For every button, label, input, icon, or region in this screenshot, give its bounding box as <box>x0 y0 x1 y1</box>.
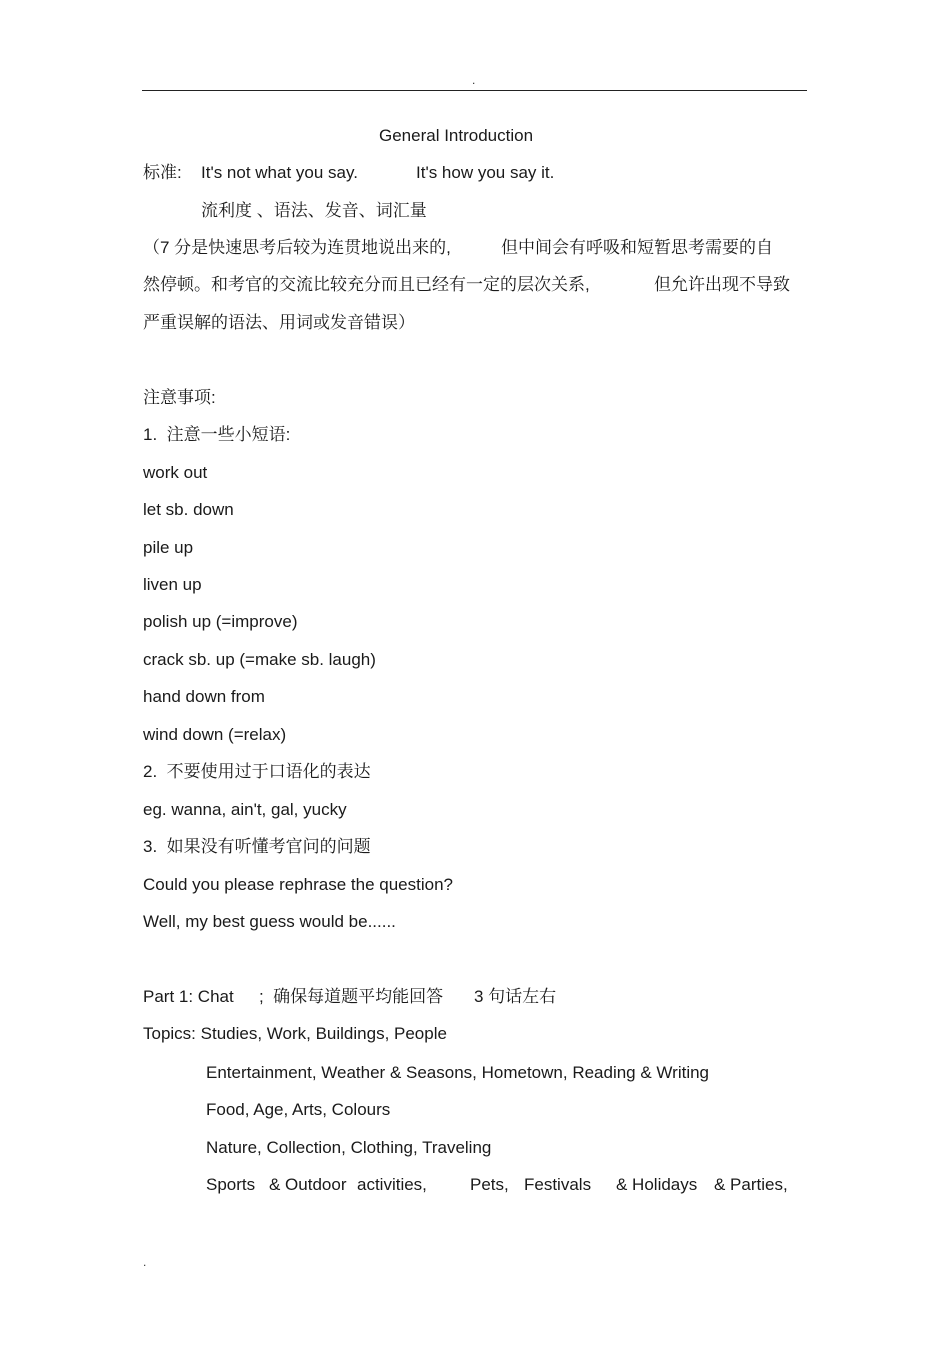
notes-item-3-line: Well, my best guess would be...... <box>143 912 396 931</box>
topics-label: Topics: Studies, Work, Buildings, People <box>143 1024 447 1043</box>
part1-heading-note: ; 确保每道题平均能回答 <box>259 987 444 1006</box>
criteria-line: 流利度 、语法、发音、词汇量 <box>201 201 427 220</box>
standard-phrase-1: It's not what you say. <box>201 163 358 182</box>
topic-word: activities, <box>357 1175 427 1194</box>
notes-item-3-line: Could you please rephrase the question? <box>143 875 453 894</box>
topic-word: Festivals <box>524 1175 592 1194</box>
phrase-item: work out <box>143 463 208 482</box>
topic-line: Food, Age, Arts, Colours <box>206 1100 391 1119</box>
notes-item-2: 2. 不要使用过于口语化的表达 <box>143 762 371 781</box>
explanation-line-2a: 然停顿。和考官的交流比较充分而且已经有一定的层次关系, <box>143 275 590 294</box>
phrase-item: liven up <box>143 575 202 594</box>
header-rule <box>142 90 807 91</box>
phrase-item: crack sb. up (=make sb. laugh) <box>143 650 376 669</box>
phrase-item: hand down from <box>143 687 265 706</box>
topic-line: Nature, Collection, Clothing, Traveling <box>206 1138 492 1157</box>
topic-word: & Outdoor <box>269 1175 347 1194</box>
standard-phrase-2: It's how you say it. <box>416 163 555 182</box>
topic-word: Sports <box>206 1175 256 1194</box>
explanation-line-2b: 但允许出现不导致 <box>654 275 790 294</box>
part1-heading: Part 1: Chat <box>143 987 234 1006</box>
page-title: General Introduction <box>379 126 534 145</box>
header-mark: . <box>472 73 476 87</box>
notes-item-3: 3. 如果没有听懂考官问的问题 <box>143 837 371 856</box>
phrase-item: wind down (=relax) <box>143 725 287 744</box>
topic-word: & Parties, <box>714 1175 788 1194</box>
explanation-line-1b: 但中间会有呼吸和短暂思考需要的自 <box>501 238 773 257</box>
phrase-item: pile up <box>143 538 194 557</box>
notes-item-1: 1. 注意一些小短语: <box>143 425 291 444</box>
notes-heading: 注意事项: <box>143 388 216 407</box>
topic-word: & Holidays <box>616 1175 698 1194</box>
standard-label: 标准: <box>143 163 182 182</box>
notes-item-2-example: eg. wanna, ain't, gal, yucky <box>143 800 347 819</box>
phrase-item: let sb. down <box>143 500 234 519</box>
phrase-item: polish up (=improve) <box>143 612 298 631</box>
explanation-line-1a: （7 分是快速思考后较为连贯地说出来的, <box>143 238 451 257</box>
explanation-line-3: 严重误解的语法、用词或发音错误） <box>143 313 415 332</box>
footer-mark: . <box>143 1255 147 1269</box>
topic-line: Entertainment, Weather & Seasons, Hometown, Reading & Writing <box>206 1063 710 1082</box>
topic-word: Pets, <box>470 1175 509 1194</box>
part1-heading-count: 3 句话左右 <box>474 987 557 1006</box>
